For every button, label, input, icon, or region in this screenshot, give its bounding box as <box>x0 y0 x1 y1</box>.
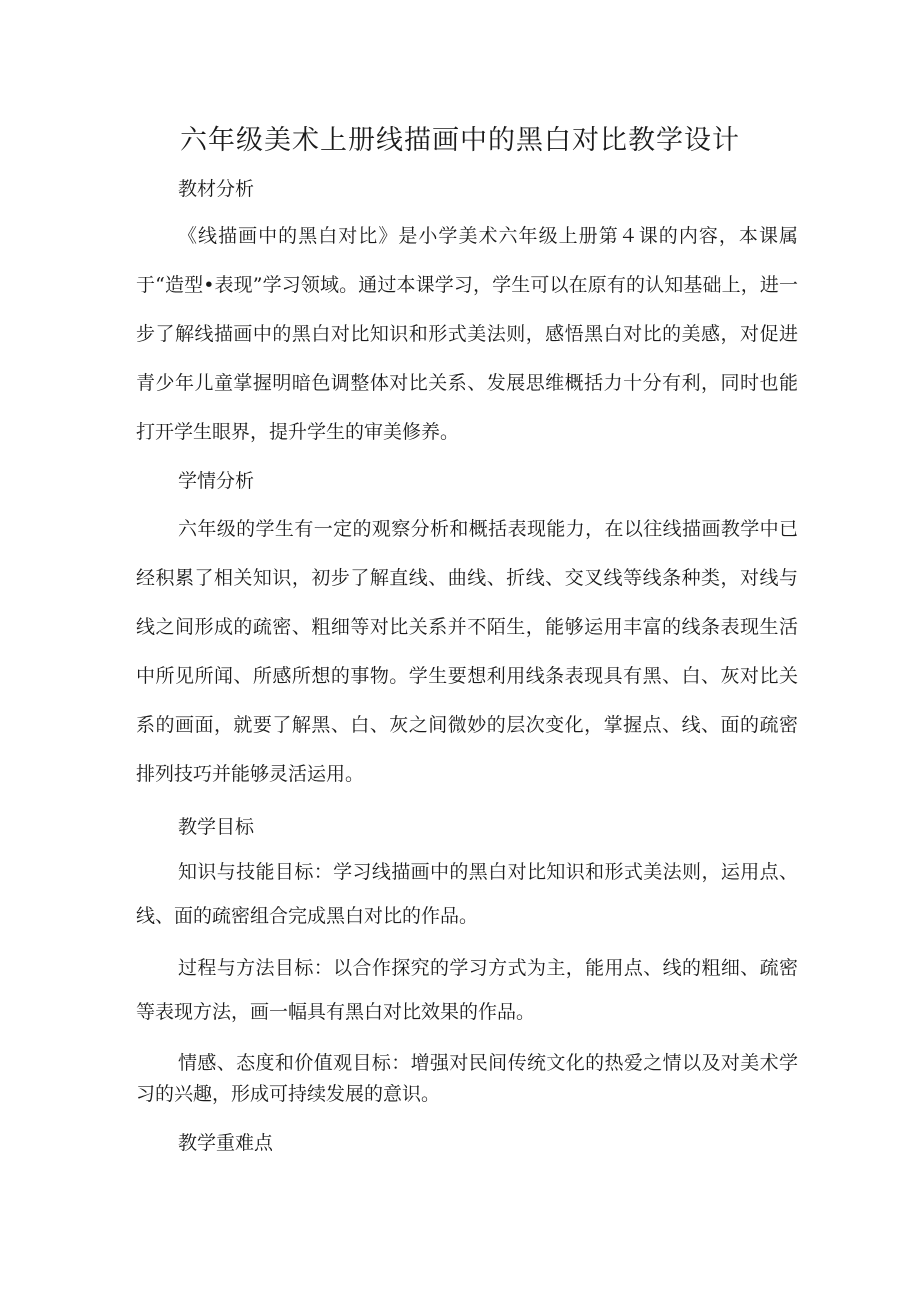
goal-emotion-attitude-values: 情感、态度和价值观目标：增强对民间传统文化的热爱之情以及对美术学习的兴趣，形成可持续发展的意识。 <box>136 1052 798 1105</box>
section-heading-textbook-analysis: 教材分析 <box>178 178 255 200</box>
paragraph-student-analysis: 六年级的学生有一定的观察分析和概括表现能力，在以往线描画教学中已经积累了相关知识，初步了解直线、曲线、折线、交叉线等线条种类，对线与线之间形成的疏密、粗细等对比关系并不陌生，能够运用丰富的线条表现生活中所见所闻、所感所想的事物。学生要想利用线条表现具有黑、白、灰对比关系的画面，就要了解黑、白、灰之间微妙的层次变化，掌握点、线、面的疏密排列技巧并能够灵活运用。 <box>136 518 798 785</box>
document-title: 六年级美术上册线描画中的黑白对比教学设计 <box>180 125 740 156</box>
goal-process-methods: 过程与方法目标：以合作探究的学习方式为主，能用点、线的粗细、疏密等表现方法，画一幅具有黑白对比效果的作品。 <box>136 957 798 1023</box>
paragraph-textbook-analysis: 《线描画中的黑白对比》是小学美术六年级上册第４课的内容，本课属于“造型•表现”学习领域。通过本课学习，学生可以在原有的认知基础上，进一步了解线描画中的黑白对比知识和形式美法则，感悟黑白对比的美感，对促进青少年儿童掌握明暗色调整体对比关系、发展思维概括力十分有利，同时也能打开学生眼界，提升学生的审美修养。 <box>136 225 798 443</box>
section-heading-student-analysis: 学情分析 <box>178 470 255 492</box>
section-heading-teaching-goals: 教学目标 <box>178 816 255 838</box>
goal-knowledge-skills: 知识与技能目标：学习线描画中的黑白对比知识和形式美法则，运用点、线、面的疏密组合完成黑白对比的作品。 <box>136 861 798 927</box>
section-heading-key-difficult-points: 教学重难点 <box>178 1132 274 1154</box>
